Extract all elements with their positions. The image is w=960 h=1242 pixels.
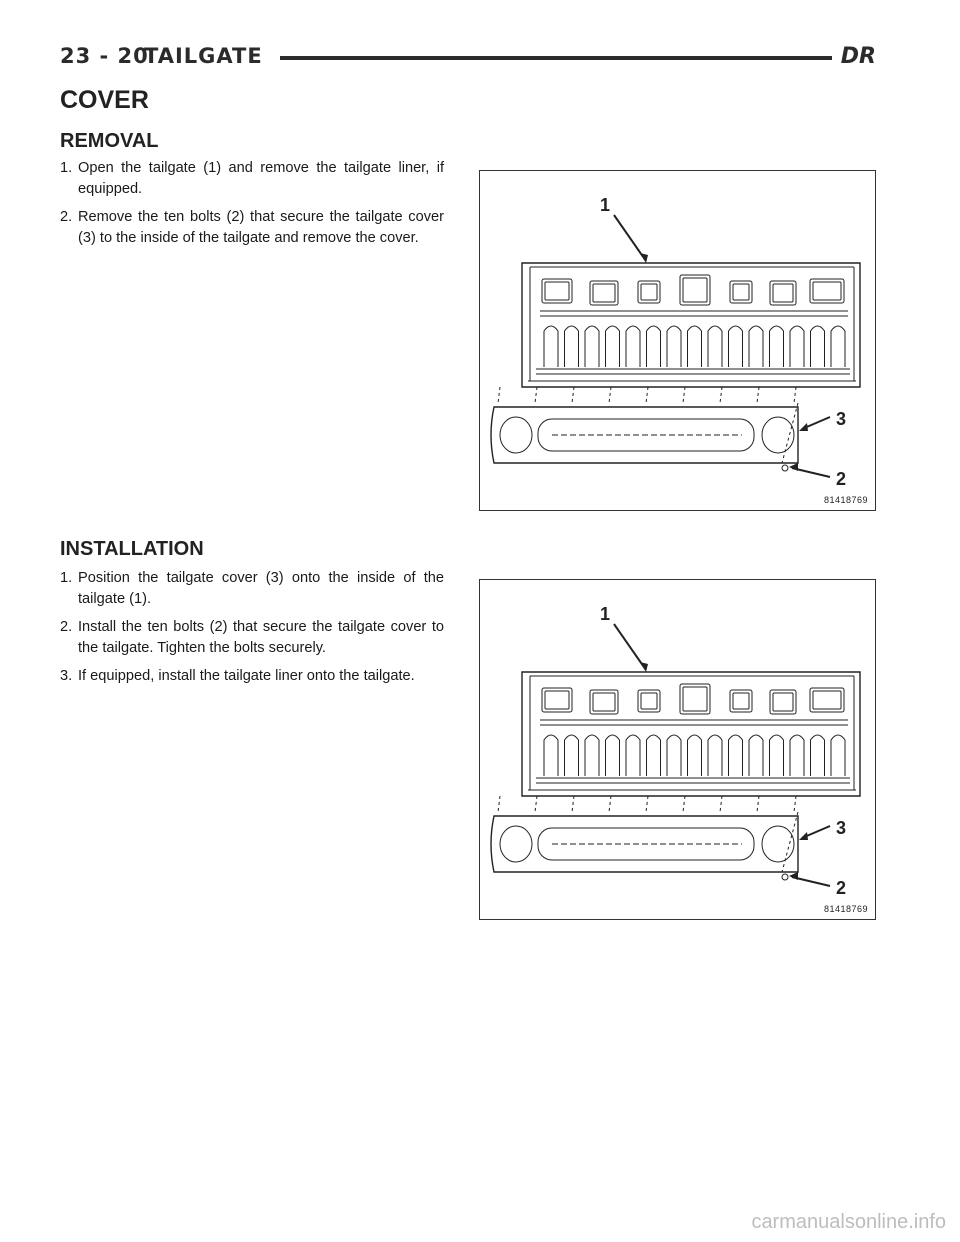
removal-figure bbox=[479, 170, 876, 511]
tailgate-rib bbox=[688, 735, 702, 776]
tailgate-pocket bbox=[542, 279, 572, 303]
brand-code: DR bbox=[840, 44, 876, 69]
cover-end-recess bbox=[500, 417, 532, 453]
bolt-alignment-line bbox=[683, 387, 685, 403]
tailgate-rib-band bbox=[540, 311, 848, 316]
tailgate-bottom-band bbox=[536, 778, 850, 783]
bolt-alignment-line bbox=[572, 796, 574, 812]
bolt-alignment-line bbox=[794, 387, 796, 403]
callout-1: 1 bbox=[600, 604, 611, 624]
tailgate-rib bbox=[585, 326, 599, 367]
tailgate-rib bbox=[811, 735, 825, 776]
cover-end-recess bbox=[762, 826, 794, 862]
tailgate-rib bbox=[585, 735, 599, 776]
step-text: If equipped, install the tailgate liner onto the tailgate. bbox=[78, 668, 415, 684]
arrowhead bbox=[789, 872, 798, 880]
tailgate-rib bbox=[544, 326, 558, 367]
tailgate-inner-edge bbox=[528, 676, 856, 790]
tailgate-rib bbox=[749, 326, 763, 367]
step-text: Remove the ten bolts (2) that secure the tailgate cover (3) to the inside of the tailgate and remove the cover. bbox=[78, 209, 444, 246]
header-rule bbox=[280, 56, 832, 60]
tailgate-pocket-inner bbox=[593, 284, 615, 302]
bolt-alignment-line bbox=[794, 796, 796, 812]
arrowhead bbox=[640, 253, 648, 263]
step-text: Install the ten bolts (2) that secure the tailgate cover to the tailgate. Tighten the bolts securely. bbox=[78, 619, 444, 656]
tailgate-pocket bbox=[542, 688, 572, 712]
installation-step bbox=[60, 666, 444, 687]
tailgate-rib bbox=[667, 735, 681, 776]
bolt-alignment-line bbox=[609, 796, 611, 812]
tailgate-rib bbox=[770, 735, 784, 776]
callout-3: 3 bbox=[836, 818, 847, 838]
tailgate-pocket bbox=[810, 279, 844, 303]
tailgate-pocket bbox=[770, 281, 796, 305]
step-text: Open the tailgate (1) and remove the tailgate liner, if equipped. bbox=[78, 160, 444, 197]
tailgate-rib bbox=[667, 326, 681, 367]
bolt-alignment-line bbox=[609, 387, 611, 403]
tailgate-drawing bbox=[491, 624, 860, 886]
figure-id: 81418769 bbox=[824, 495, 869, 505]
step-number: 1. bbox=[60, 570, 73, 586]
tailgate-pocket-inner bbox=[773, 284, 793, 302]
installation-step bbox=[60, 617, 444, 659]
tailgate-drawing bbox=[491, 215, 860, 477]
callout-2: 2 bbox=[836, 878, 847, 898]
tailgate-rib bbox=[647, 735, 661, 776]
tailgate-cover-illustration bbox=[480, 580, 875, 919]
tailgate-cover-illustration bbox=[480, 171, 875, 510]
tailgate-body bbox=[522, 672, 860, 796]
tailgate-pocket bbox=[810, 688, 844, 712]
tailgate-pocket-inner bbox=[733, 693, 749, 709]
callout-1: 1 bbox=[600, 195, 611, 215]
bolt-alignment-line bbox=[757, 387, 759, 403]
tailgate-pocket-inner bbox=[813, 691, 841, 709]
bolt-alignment-line bbox=[535, 796, 537, 812]
tailgate-rib bbox=[708, 735, 722, 776]
watermark: carmanualsonline.info bbox=[751, 1211, 946, 1233]
arrowhead bbox=[789, 463, 798, 471]
tailgate-pocket bbox=[590, 690, 618, 714]
tailgate-rib bbox=[790, 735, 804, 776]
cover-end-recess bbox=[500, 826, 532, 862]
tailgate-rib bbox=[831, 326, 845, 367]
tailgate-rib bbox=[770, 326, 784, 367]
tailgate-rib bbox=[729, 735, 743, 776]
step-number: 2. bbox=[60, 619, 73, 635]
bolt-alignment-line bbox=[782, 403, 798, 463]
tailgate-rib bbox=[544, 735, 558, 776]
bolt-alignment-line bbox=[782, 812, 798, 872]
tailgate-rib bbox=[688, 326, 702, 367]
bolt-alignment-line bbox=[498, 796, 500, 812]
bolt-alignment-line bbox=[535, 387, 537, 403]
page-header bbox=[60, 44, 876, 74]
tailgate-rib bbox=[729, 326, 743, 367]
page-title: COVER bbox=[60, 86, 149, 114]
arrowhead bbox=[799, 423, 808, 431]
bolt-alignment-line bbox=[720, 387, 722, 403]
bolt-alignment-line bbox=[757, 796, 759, 812]
tailgate-pocket-inner bbox=[733, 284, 749, 300]
tailgate-rib bbox=[708, 326, 722, 367]
tailgate-pocket-inner bbox=[773, 693, 793, 711]
callout-3: 3 bbox=[836, 409, 847, 429]
tailgate-pocket bbox=[680, 684, 710, 714]
tailgate-rib bbox=[565, 735, 579, 776]
tailgate-pocket-inner bbox=[545, 282, 569, 300]
installation-figure bbox=[479, 579, 876, 920]
tailgate-rib bbox=[749, 735, 763, 776]
section-title: TAILGATE bbox=[144, 44, 263, 68]
tailgate-pocket-inner bbox=[641, 693, 657, 709]
tailgate-pocket bbox=[590, 281, 618, 305]
removal-step bbox=[60, 158, 444, 200]
tailgate-pocket-inner bbox=[813, 282, 841, 300]
bolt-alignment-line bbox=[646, 387, 648, 403]
callout-2: 2 bbox=[836, 469, 847, 489]
tailgate-rib-band bbox=[540, 720, 848, 725]
tailgate-bottom-band bbox=[536, 369, 850, 374]
step-number: 2. bbox=[60, 209, 73, 225]
removal-step bbox=[60, 207, 444, 249]
figure-id: 81418769 bbox=[824, 904, 869, 914]
arrowhead bbox=[799, 832, 808, 840]
bolt-alignment-line bbox=[498, 387, 500, 403]
tailgate-rib bbox=[626, 735, 640, 776]
tailgate-rib bbox=[626, 326, 640, 367]
step-number: 1. bbox=[60, 160, 73, 176]
tailgate-rib bbox=[606, 326, 620, 367]
tailgate-body bbox=[522, 263, 860, 387]
bolt-alignment-line bbox=[683, 796, 685, 812]
page-number: 23 - 20 bbox=[60, 44, 149, 68]
removal-steps bbox=[60, 158, 444, 256]
tailgate-rib bbox=[790, 326, 804, 367]
tailgate-inner-edge bbox=[528, 267, 856, 381]
installation-step bbox=[60, 568, 444, 610]
tailgate-pocket-inner bbox=[683, 278, 707, 302]
tailgate-pocket bbox=[770, 690, 796, 714]
tailgate-rib bbox=[565, 326, 579, 367]
bolt-alignment-line bbox=[720, 796, 722, 812]
step-number: 3. bbox=[60, 668, 73, 684]
arrowhead bbox=[640, 662, 648, 672]
bolt bbox=[782, 874, 788, 880]
tailgate-pocket-inner bbox=[593, 693, 615, 711]
tailgate-pocket-inner bbox=[641, 284, 657, 300]
tailgate-rib bbox=[606, 735, 620, 776]
bolt-alignment-line bbox=[572, 387, 574, 403]
installation-heading: INSTALLATION bbox=[60, 538, 204, 560]
removal-heading: REMOVAL bbox=[60, 130, 159, 152]
tailgate-rib bbox=[647, 326, 661, 367]
step-text: Position the tailgate cover (3) onto the inside of the tailgate (1). bbox=[78, 570, 444, 607]
tailgate-pocket-inner bbox=[545, 691, 569, 709]
tailgate-pocket-inner bbox=[683, 687, 707, 711]
installation-steps bbox=[60, 568, 444, 694]
bolt bbox=[782, 465, 788, 471]
tailgate-pocket bbox=[680, 275, 710, 305]
bolt-alignment-line bbox=[646, 796, 648, 812]
cover-end-recess bbox=[762, 417, 794, 453]
tailgate-rib bbox=[811, 326, 825, 367]
tailgate-rib bbox=[831, 735, 845, 776]
